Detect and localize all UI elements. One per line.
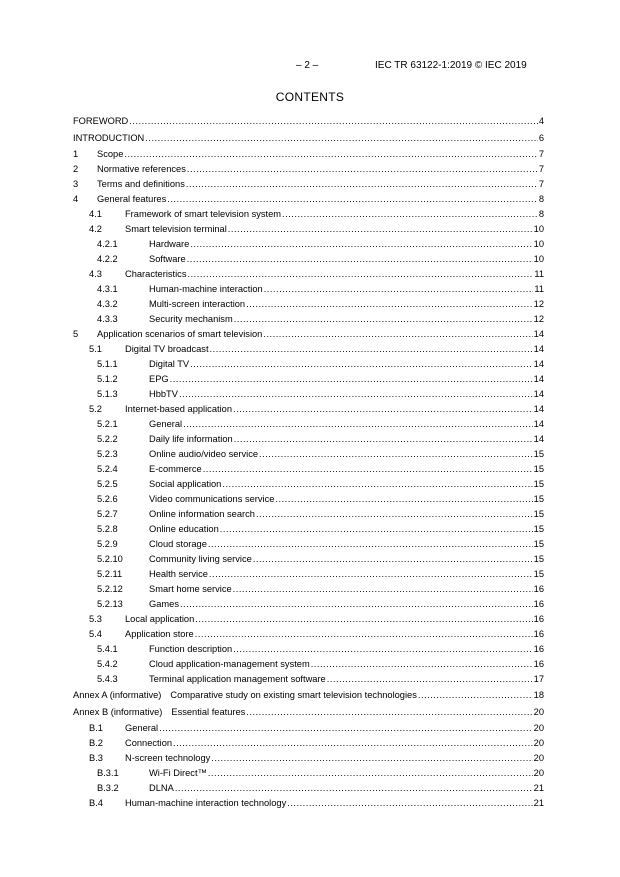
toc-leader-dots: [208, 537, 533, 552]
toc-entry-page: 17: [533, 674, 544, 684]
toc-entry[interactable]: [73, 297, 544, 312]
toc-entry-page: 14: [533, 419, 544, 429]
toc-entry-title: Security mechanism: [149, 314, 233, 324]
toc-entry-title: Human-machine interaction: [149, 284, 263, 294]
toc-entry[interactable]: [73, 372, 544, 387]
toc-entry[interactable]: [73, 462, 544, 477]
toc-entry-number: 5.4.1: [97, 644, 118, 654]
toc-entry[interactable]: [73, 402, 544, 417]
toc-entry-page: 12: [533, 314, 544, 324]
toc-leader-dots: [327, 672, 533, 687]
toc-entry-number: 5.2.7: [97, 509, 118, 519]
toc-entry-number: 5.2.10: [97, 554, 123, 564]
toc-entry-number: 4.2.1: [97, 239, 118, 249]
toc-entry-title: Terms and definitions: [97, 179, 185, 189]
toc-entry-title: Comparative study on existing smart television technologies: [170, 690, 417, 700]
toc-leader-dots: [211, 751, 532, 766]
toc-entry[interactable]: [73, 477, 544, 492]
toc-entry-title: General features: [97, 194, 167, 204]
toc-entry-page: 15: [533, 449, 544, 459]
toc-entry-title: Characteristics: [125, 269, 187, 279]
toc-entry[interactable]: [73, 781, 544, 796]
toc-entry[interactable]: [73, 597, 544, 612]
toc-entry-page: 14: [533, 359, 544, 369]
toc-leader-dots: [124, 147, 537, 162]
toc-entry[interactable]: [73, 267, 544, 282]
toc-entry-title: Framework of smart television system: [125, 209, 282, 219]
toc-leader-dots: [234, 312, 533, 327]
toc-entry-page: 16: [533, 584, 544, 594]
toc-entry-page: 15: [533, 509, 544, 519]
toc-entry-number: B.3: [89, 753, 103, 763]
toc-leader-dots: [186, 177, 538, 192]
toc-entry-page: 15: [533, 569, 544, 579]
toc-entry-page: 20: [533, 753, 544, 763]
toc-entry[interactable]: [73, 177, 544, 192]
toc-entry-page: 7: [538, 164, 544, 174]
toc-entry-page: 20: [533, 768, 544, 778]
toc-entry-page: 8: [538, 194, 544, 204]
toc-entry-title: Wi-Fi Direct™: [149, 768, 207, 778]
toc-entry[interactable]: [73, 612, 544, 627]
toc-leader-dots: [246, 704, 532, 721]
toc-entry-number: 5.2.2: [97, 434, 118, 444]
toc-entry-number: Annex B (informative): [73, 707, 163, 717]
toc-entry[interactable]: [73, 766, 544, 781]
toc-entry[interactable]: [73, 507, 544, 522]
toc-entry-title: Terminal application management software: [149, 674, 326, 684]
toc-entry-title: EPG: [149, 374, 169, 384]
toc-entry-title: Normative references: [97, 164, 186, 174]
toc-entry-page: 10: [533, 224, 544, 234]
toc-entry-number: 4.3.2: [97, 299, 118, 309]
toc-entry[interactable]: [73, 627, 544, 642]
toc-entry-number: 5: [73, 329, 79, 339]
toc-entry-number: 5.1.1: [97, 359, 118, 369]
toc-leader-dots: [175, 781, 533, 796]
toc-entry[interactable]: [73, 522, 544, 537]
table-of-contents: [73, 113, 544, 811]
toc-entry[interactable]: [73, 237, 544, 252]
toc-entry-page: 16: [533, 644, 544, 654]
toc-entry-page: 14: [533, 434, 544, 444]
toc-entry-page: 10: [533, 239, 544, 249]
toc-entry[interactable]: [73, 130, 544, 147]
toc-entry-title: DLNA: [149, 783, 174, 793]
toc-entry-number: B.4: [89, 798, 103, 808]
toc-entry[interactable]: [73, 222, 544, 237]
toc-entry-page: 14: [533, 344, 544, 354]
toc-leader-dots: [173, 736, 533, 751]
toc-entry[interactable]: [73, 736, 544, 751]
toc-entry-page: 15: [533, 524, 544, 534]
toc-entry-page: 18: [533, 690, 544, 700]
toc-leader-dots: [195, 612, 532, 627]
toc-entry-number: 2: [73, 164, 79, 174]
toc-leader-dots: [220, 522, 533, 537]
toc-entry-number: 5.2.12: [97, 584, 123, 594]
toc-entry-title: Human-machine interaction technology: [125, 798, 287, 808]
toc-leader-dots: [210, 342, 533, 357]
toc-entry[interactable]: [73, 282, 544, 297]
toc-entry-number: 5.2.4: [97, 464, 118, 474]
toc-entry-number: 5.1.3: [97, 389, 118, 399]
toc-leader-dots: [187, 267, 533, 282]
toc-leader-dots: [256, 507, 533, 522]
toc-entry[interactable]: [73, 721, 544, 736]
toc-entry-page: 14: [533, 389, 544, 399]
toc-entry-title: Scope: [97, 149, 124, 159]
toc-entry-page: 16: [533, 599, 544, 609]
toc-entry-title: Connection: [125, 738, 173, 748]
toc-entry-title: Online education: [149, 524, 219, 534]
toc-entry[interactable]: [73, 342, 544, 357]
toc-entry-number: 5.2.9: [97, 539, 118, 549]
toc-entry-title: Local application: [125, 614, 195, 624]
toc-entry-title: Digital TV broadcast: [125, 344, 209, 354]
toc-entry-title: Smart television terminal: [125, 224, 227, 234]
toc-entry-number: 5.2.8: [97, 524, 118, 534]
toc-entry-title: Hardware: [149, 239, 190, 249]
toc-entry-title: Games: [149, 599, 179, 609]
toc-leader-dots: [179, 387, 533, 402]
toc-entry-number: 5.2.5: [97, 479, 118, 489]
toc-entry-title: HbbTV: [149, 389, 178, 399]
toc-entry-number: 4: [73, 194, 79, 204]
toc-entry-number: 5.1: [89, 344, 102, 354]
toc-entry-number: B.1: [89, 723, 103, 733]
toc-leader-dots: [228, 222, 533, 237]
toc-entry-title: Multi-screen interaction: [149, 299, 246, 309]
toc-entry-title: FOREWORD: [73, 116, 129, 126]
toc-leader-dots: [418, 687, 533, 704]
toc-entry-title: Community living service: [149, 554, 252, 564]
toc-entry-page: 21: [533, 783, 544, 793]
toc-leader-dots: [282, 207, 538, 222]
toc-entry-page: 12: [533, 299, 544, 309]
toc-entry-title: Application store: [125, 629, 194, 639]
toc-entry-number: 5.4: [89, 629, 102, 639]
toc-entry-page: 15: [533, 464, 544, 474]
toc-entry-number: 5.1.2: [97, 374, 118, 384]
toc-leader-dots: [234, 432, 533, 447]
toc-entry-title: Video communications service: [149, 494, 275, 504]
toc-entry-page: 15: [533, 494, 544, 504]
toc-entry[interactable]: [73, 687, 544, 704]
toc-entry-number: B.2: [89, 738, 103, 748]
toc-entry-page: 15: [533, 539, 544, 549]
toc-leader-dots: [129, 113, 538, 130]
toc-leader-dots: [246, 297, 533, 312]
toc-entry[interactable]: [73, 387, 544, 402]
toc-entry[interactable]: [73, 312, 544, 327]
toc-entry-page: 20: [533, 723, 544, 733]
toc-entry-number: 5.2.13: [97, 599, 123, 609]
toc-entry-page: 14: [533, 374, 544, 384]
toc-entry[interactable]: [73, 567, 544, 582]
toc-leader-dots: [180, 597, 533, 612]
toc-entry-number: B.3.2: [97, 783, 119, 793]
toc-entry-title: E-commerce: [149, 464, 202, 474]
toc-entry[interactable]: [73, 657, 544, 672]
toc-entry-number: 4.2.2: [97, 254, 118, 264]
toc-entry-title: Cloud application-management system: [149, 659, 310, 669]
toc-entry-title: Function description: [149, 644, 233, 654]
toc-entry-page: 14: [533, 404, 544, 414]
page-number: – 2 –: [296, 60, 319, 71]
toc-leader-dots: [233, 402, 533, 417]
toc-leader-dots: [187, 252, 533, 267]
toc-entry-title: Internet-based application: [125, 404, 232, 414]
toc-entry[interactable]: [73, 252, 544, 267]
toc-entry[interactable]: [73, 642, 544, 657]
toc-entry-title: Online audio/video service: [149, 449, 259, 459]
toc-entry-page: 16: [533, 629, 544, 639]
toc-leader-dots: [253, 552, 533, 567]
toc-entry-page: 4: [538, 116, 544, 126]
toc-entry[interactable]: [73, 672, 544, 687]
toc-entry-number: 5.2.3: [97, 449, 118, 459]
toc-entry-page: 7: [538, 149, 544, 159]
toc-leader-dots: [167, 192, 538, 207]
document-identifier: IEC TR 63122-1:2019 © IEC 2019: [375, 60, 527, 71]
toc-leader-dots: [203, 462, 533, 477]
toc-entry-title: Digital TV: [149, 359, 190, 369]
toc-entry[interactable]: [73, 751, 544, 766]
toc-entry-number: 4.2: [89, 224, 102, 234]
toc-entry[interactable]: [73, 447, 544, 462]
toc-entry-page: 11: [534, 269, 544, 279]
toc-entry[interactable]: [73, 147, 544, 162]
toc-entry-title: Software: [149, 254, 186, 264]
toc-leader-dots: [190, 237, 532, 252]
toc-leader-dots: [208, 766, 533, 781]
toc-leader-dots: [275, 492, 532, 507]
toc-entry-page: 6: [538, 133, 544, 143]
toc-entry-title: Cloud storage: [149, 539, 207, 549]
toc-entry-number: 1: [73, 149, 79, 159]
toc-entry[interactable]: [73, 796, 544, 811]
toc-entry[interactable]: [73, 492, 544, 507]
toc-entry[interactable]: [73, 537, 544, 552]
toc-entry[interactable]: [73, 327, 544, 342]
toc-entry-number: 4.1: [89, 209, 102, 219]
toc-entry-page: 11: [534, 284, 544, 294]
toc-entry-number: 5.2.6: [97, 494, 118, 504]
toc-entry-title: Application scenarios of smart television: [97, 329, 263, 339]
contents-title: CONTENTS: [275, 90, 345, 104]
toc-leader-dots: [170, 372, 533, 387]
toc-entry-page: 15: [533, 479, 544, 489]
toc-entry-title: INTRODUCTION: [73, 133, 145, 143]
toc-entry-page: 8: [538, 209, 544, 219]
toc-entry-title: Essential features: [171, 707, 246, 717]
toc-leader-dots: [233, 642, 532, 657]
toc-entry[interactable]: [73, 704, 544, 721]
toc-entry-page: 15: [533, 554, 544, 564]
toc-leader-dots: [145, 130, 538, 147]
toc-leader-dots: [263, 327, 532, 342]
toc-entry-number: B.3.1: [97, 768, 119, 778]
toc-entry-number: 5.2.1: [97, 419, 118, 429]
toc-entry-number: 4.3: [89, 269, 102, 279]
toc-entry-page: 20: [533, 738, 544, 748]
toc-leader-dots: [209, 567, 533, 582]
toc-entry-number: 4.3.3: [97, 314, 118, 324]
toc-leader-dots: [287, 796, 532, 811]
toc-leader-dots: [190, 357, 533, 372]
page-header: [0, 60, 620, 74]
toc-entry[interactable]: [73, 552, 544, 567]
toc-leader-dots: [195, 627, 533, 642]
toc-entry-title: Online information search: [149, 509, 255, 519]
toc-entry[interactable]: [73, 417, 544, 432]
toc-entry-number: 5.4.3: [97, 674, 118, 684]
toc-entry-number: 5.3: [89, 614, 102, 624]
toc-entry[interactable]: [73, 113, 544, 130]
toc-entry-title: General: [125, 723, 159, 733]
toc-entry[interactable]: [73, 357, 544, 372]
toc-entry-page: 20: [533, 707, 544, 717]
toc-entry-title: Smart home service: [149, 584, 232, 594]
toc-entry-page: 16: [533, 659, 544, 669]
toc-entry-title: Health service: [149, 569, 208, 579]
toc-entry-number: 5.2: [89, 404, 102, 414]
toc-entry-number: 4.3.1: [97, 284, 118, 294]
toc-leader-dots: [259, 447, 533, 462]
toc-entry[interactable]: [73, 192, 544, 207]
toc-leader-dots: [159, 721, 533, 736]
toc-entry[interactable]: [73, 207, 544, 222]
toc-entry-page: 14: [533, 329, 544, 339]
toc-leader-dots: [311, 657, 533, 672]
toc-entry-page: 10: [533, 254, 544, 264]
toc-entry-number: Annex A (informative): [73, 690, 162, 700]
toc-entry-page: 16: [533, 614, 544, 624]
toc-entry-number: 5.2.11: [97, 569, 123, 579]
toc-leader-dots: [187, 162, 538, 177]
toc-entry[interactable]: [73, 162, 544, 177]
toc-leader-dots: [264, 282, 534, 297]
toc-entry[interactable]: [73, 582, 544, 597]
toc-entry-title: General: [149, 419, 183, 429]
toc-entry[interactable]: [73, 432, 544, 447]
toc-leader-dots: [233, 582, 533, 597]
toc-entry-title: Social application: [149, 479, 222, 489]
toc-entry-page: 21: [533, 798, 544, 808]
toc-leader-dots: [222, 477, 532, 492]
toc-entry-number: 3: [73, 179, 79, 189]
toc-entry-page: 7: [538, 179, 544, 189]
toc-entry-title: N-screen technology: [125, 753, 211, 763]
toc-leader-dots: [183, 417, 533, 432]
toc-entry-title: Daily life information: [149, 434, 233, 444]
toc-entry-number: 5.4.2: [97, 659, 118, 669]
